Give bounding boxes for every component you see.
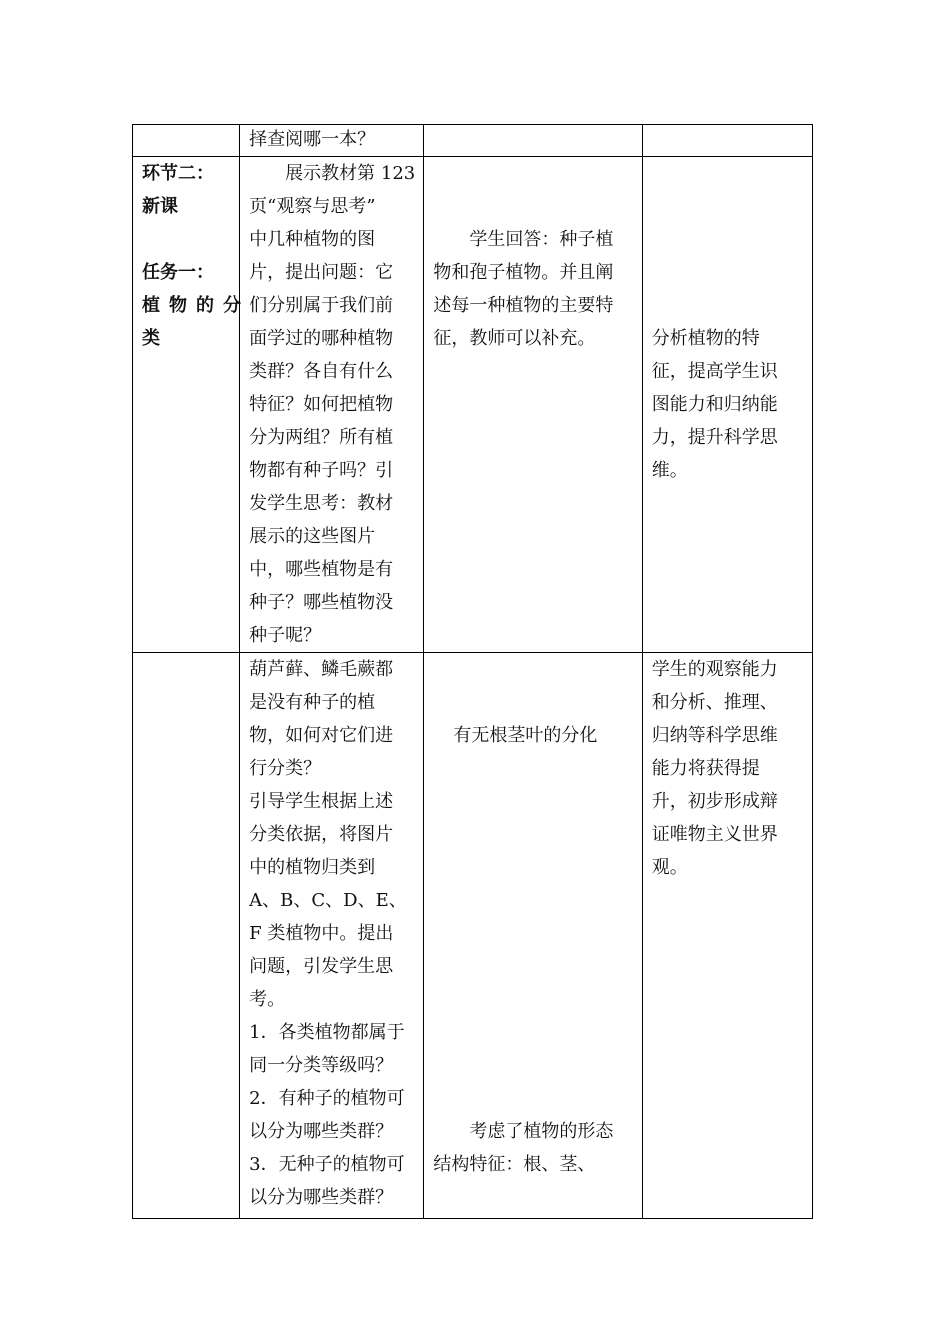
text-line: 类群？各自有什么 [249,361,394,382]
task-name: 植物的分 [142,295,250,316]
text-line: 片，提出问题：它 [249,262,394,283]
design-intent-cell [642,653,812,1219]
table-row [133,157,813,653]
text-line: 和分析、推理、 [651,692,778,713]
student-activity-cell [424,125,642,157]
task-name-cont: 类 [142,328,160,349]
text-line: 1．各类植物都属于 [249,1022,405,1043]
text-line: 物和孢子植物。并且阐 [433,262,614,283]
text-line: 以分为哪些类群？ [249,1187,394,1208]
text-line: 们分别属于我们前 [249,295,394,316]
text-line: 述每一种植物的主要特 [433,295,614,316]
text-line: 面学过的哪种植物 [249,328,394,349]
student-answer: 有无根茎叶的分化 [453,725,598,746]
student-answer-2 [424,752,641,1181]
stage-cell [133,653,240,1219]
section-name: 新课 [142,196,178,217]
text-line: 引导学生根据上述 [249,791,394,812]
text-line: 力，提升科学思 [651,427,778,448]
text-line: 分为两组？所有植 [249,427,394,448]
table-row [133,653,813,1219]
design-intent-cell [642,125,812,157]
section-label: 环节二： [142,163,214,184]
text-line: 证唯物主义世界 [651,824,778,845]
text-line: 物，如何对它们进 [249,725,394,746]
text-line: 物都有种子吗？引 [249,460,394,481]
text-line: 结构特征：根、茎、 [433,1154,596,1175]
text-line: 种子呢？ [249,625,322,646]
text-line: 是没有种子的植 [249,692,376,713]
task-label: 任务一： [142,262,214,283]
text-line: 能力将获得提 [651,758,760,779]
text-line: 问题，引发学生思 [249,956,394,977]
student-activity-cell [424,653,642,1219]
text-line: 分类依据，将图片 [249,824,394,845]
text-line: 葫芦藓、鳞毛蕨都 [249,659,394,680]
student-activity-cell [424,157,642,653]
table-row [133,125,813,157]
text-line: 2．有种子的植物可 [249,1088,405,1109]
stage-cell [133,157,250,653]
text-line: 行分类？ [249,758,322,779]
text-line: 发学生思考：教材 [249,493,394,514]
text-line: 中几种植物的图 [249,229,376,250]
teacher-activity-text: 择查阅哪一本？ [249,129,376,150]
teacher-activity-cell [240,157,424,653]
text-line: 中的植物归类到 [249,857,376,878]
text-line: 归纳等科学思维 [651,725,778,746]
text-line: 升，初步形成辩 [651,791,778,812]
teacher-activity-cell [240,125,424,157]
text-line: 考虑了植物的形态 [469,1121,614,1142]
text-line: 维。 [651,460,688,481]
text-line: 展示教材第 123 [285,163,416,184]
stage-cell [133,125,240,157]
text-line: 征，提高学生识 [651,361,778,382]
text-line: 中，哪些植物是有 [249,559,394,580]
text-line: 种子？哪些植物没 [249,592,394,613]
teacher-activity-text [240,157,423,652]
text-line: 分析植物的特 [651,328,760,349]
text-line: 征，教师可以补充。 [433,328,596,349]
text-line: 观。 [651,857,688,878]
text-line: 学生的观察能力 [651,659,778,680]
text-line: 学生回答：种子植 [469,229,614,250]
teacher-activity-cell [240,653,424,1219]
text-line: F 类植物中。提出 [249,923,394,944]
text-line: 特征？如何把植物 [249,394,394,415]
text-line: 同一分类等级吗？ [249,1055,394,1076]
text-line: A、B、C、D、E、 [249,890,407,911]
text-line: 以分为哪些类群？ [249,1121,394,1142]
design-intent-text [643,157,812,487]
text-line: 3．无种子的植物可 [249,1154,405,1175]
student-activity-text [424,157,641,355]
teacher-activity-text [240,653,423,1214]
design-intent-text [643,653,812,884]
lesson-plan-table [132,124,813,1219]
text-line: 图能力和归纳能 [651,394,778,415]
text-line: 考。 [249,989,286,1010]
design-intent-cell [642,157,812,653]
text-line: 页“观察与思考” [249,196,376,217]
text-line: 展示的这些图片 [249,526,376,547]
